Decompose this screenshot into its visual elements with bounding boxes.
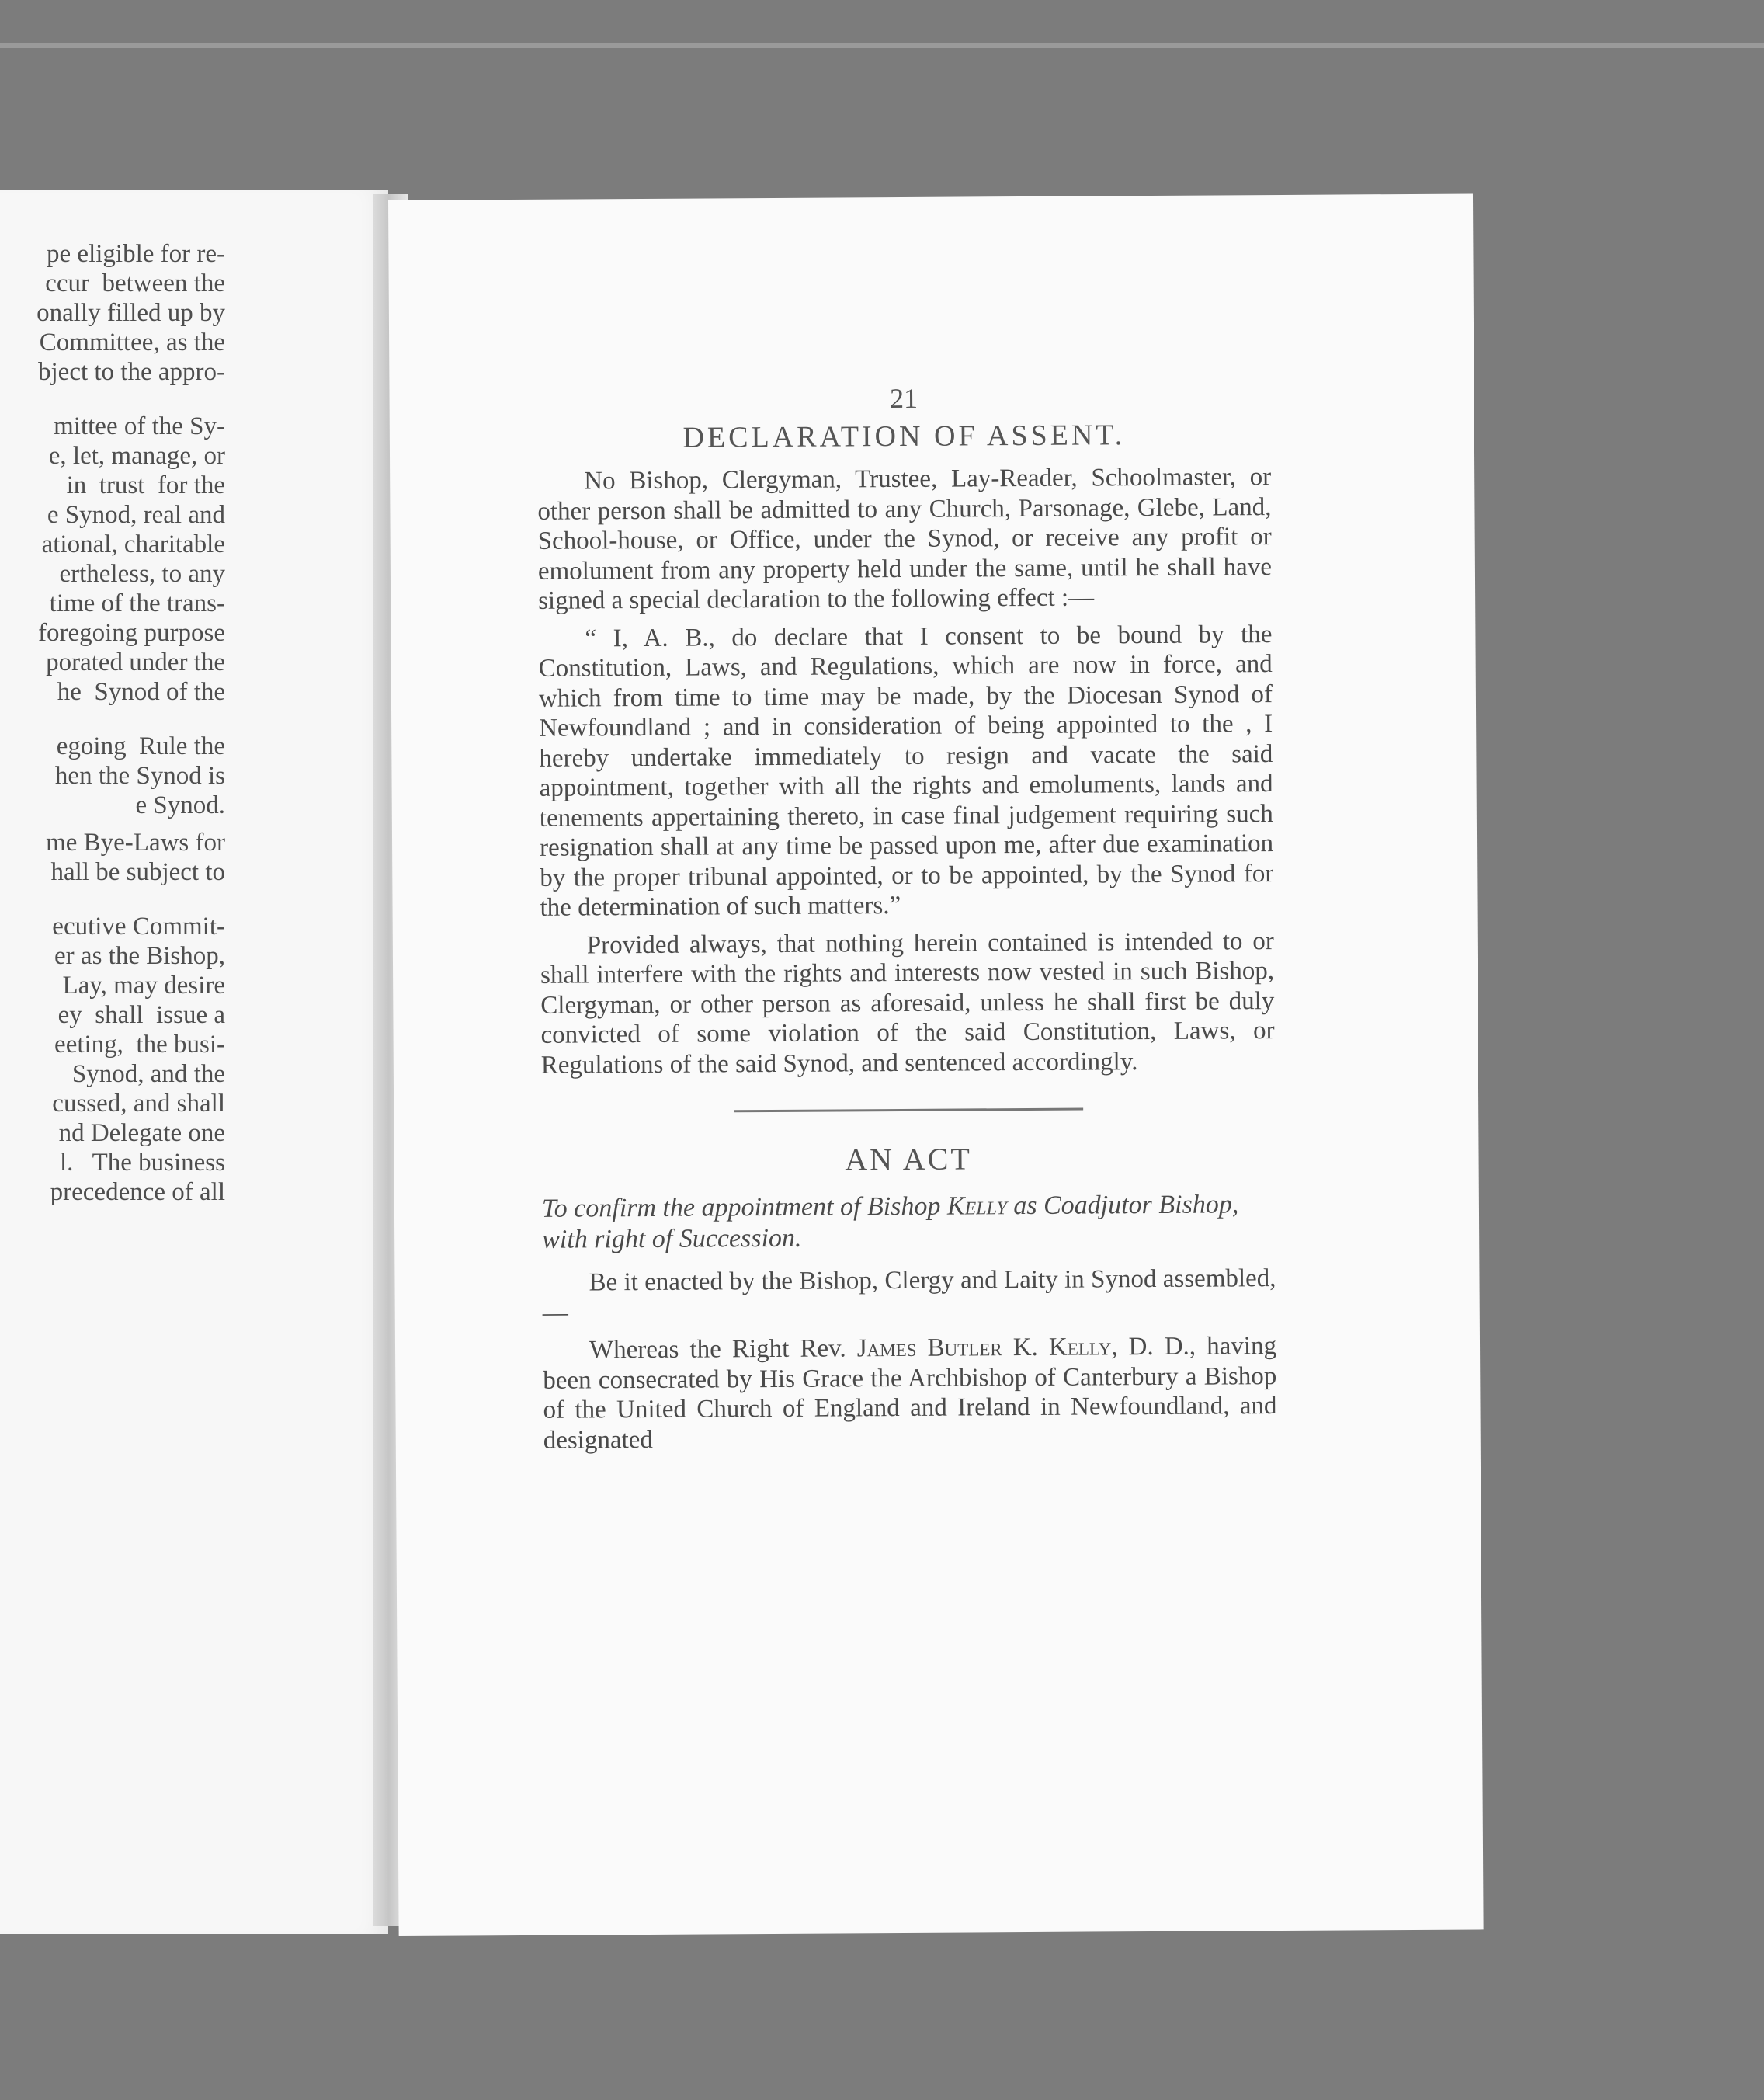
left-page-line: bject to the appro- [38, 358, 225, 386]
left-page-line: foregoing purpose [37, 619, 225, 647]
section-heading: DECLARATION OF ASSENT. [682, 419, 1126, 454]
left-page-line: in trust for the [60, 471, 225, 499]
left-page-line: time of the trans- [49, 589, 225, 617]
right-page-text [536, 380, 1276, 1463]
left-page-line: ertheless, to any [59, 560, 225, 588]
left-page-line: egoing Rule the [56, 732, 225, 760]
left-page-line: onally filled up by [36, 299, 225, 327]
left-page-line: porated under the [46, 648, 225, 676]
left-page-line: me Bye-Laws for [46, 829, 225, 857]
left-page-line: e Synod, real and [47, 501, 225, 529]
left-page-line: ccur between the [45, 269, 225, 297]
left-page-line: er as the Bishop, [54, 942, 225, 970]
left-page-line: eeting, the busi- [54, 1031, 225, 1059]
left-page-line: ey shall issue a [57, 1001, 225, 1029]
left-page-line: ational, charitable [41, 530, 225, 558]
left-page-line: precedence of all [50, 1178, 225, 1206]
act-subtitle: To confirm the appointment of Bishop Kelly as Coadjutor Bishop, with right of Succession. [541, 1190, 1239, 1254]
page-number: 21 [889, 382, 918, 415]
left-page-line: Lay, may desire [56, 972, 225, 1000]
paragraph-oath: “ I, A. B., do declare that I consent to be bound by the Constitution, Laws, and Regulations, which are now in force, and which from time to time may be made, by the Diocesan Synod of Newfoundland ; and in consideration of being appointed to the , I hereby undertake immediately to resign and vacate the said appointment, together with all the rights and emoluments, lands and tenements appertaining thereto, in case final judgement requiring such resignation shall at any time be passed upon me, after due examination by the proper tribunal appointed, or to be appointed, by the Synod for the determination of such matters.” [538, 620, 1274, 922]
left-page-line: mittee of the Sy- [54, 412, 225, 440]
left-page-line: l. The business [60, 1149, 225, 1177]
paragraph-whereas: Whereas the Right Rev. James Butler K. Kelly, D. D., having been consecrated by His Grace the Archbishop of Canterbury a Bishop of the United Church of England and Ireland in Newfoundland, and designated [543, 1332, 1277, 1455]
scan-edge-line [0, 43, 1764, 48]
paragraph-declaration: No Bishop, Clergyman, Trustee, Lay-Reader, Schoolmaster, or other person shall be admitted to any Church, Parsonage, Glebe, Land, School-house, or Office, under the Synod, or receive any profit or emolument from any property held under the same, until he shall have signed a special declaration to the following effect :— [537, 463, 1273, 615]
paragraph-enacted: Be it enacted by the Bishop, Clergy and Laity in Synod assembled,— [542, 1264, 1276, 1327]
left-page-line: he Synod of the [57, 678, 225, 706]
left-page-line: e, let, manage, or [48, 442, 225, 470]
left-page-text [0, 239, 225, 1207]
paragraph-proviso: Provided always, that nothing herein contained is intended to or shall interfere with the rights and interests now vested in such Bishop, Clergyman, or other person as aforesaid, unless he shall first be duly convicted of some violation of the said Constitution, Laws, or Regulations of the said Synod, and sentenced accordingly. [540, 927, 1275, 1080]
left-page-line: Committee, as the [39, 329, 225, 356]
section-divider [734, 1108, 1083, 1113]
right-page [388, 193, 1484, 1935]
left-page-line: Synod, and the [65, 1060, 225, 1088]
left-page-line: ecutive Commit- [52, 913, 225, 940]
left-page-line: pe eligible for re- [47, 240, 225, 268]
left-page-line: nd Delegate one [58, 1119, 225, 1147]
act-title: AN ACT [845, 1141, 972, 1177]
left-page-line: e Synod. [135, 791, 225, 819]
left-page-line: hall be subject to [50, 858, 225, 886]
left-page-line: hen the Synod is [54, 762, 225, 790]
left-page-line: cussed, and shall [52, 1090, 225, 1118]
